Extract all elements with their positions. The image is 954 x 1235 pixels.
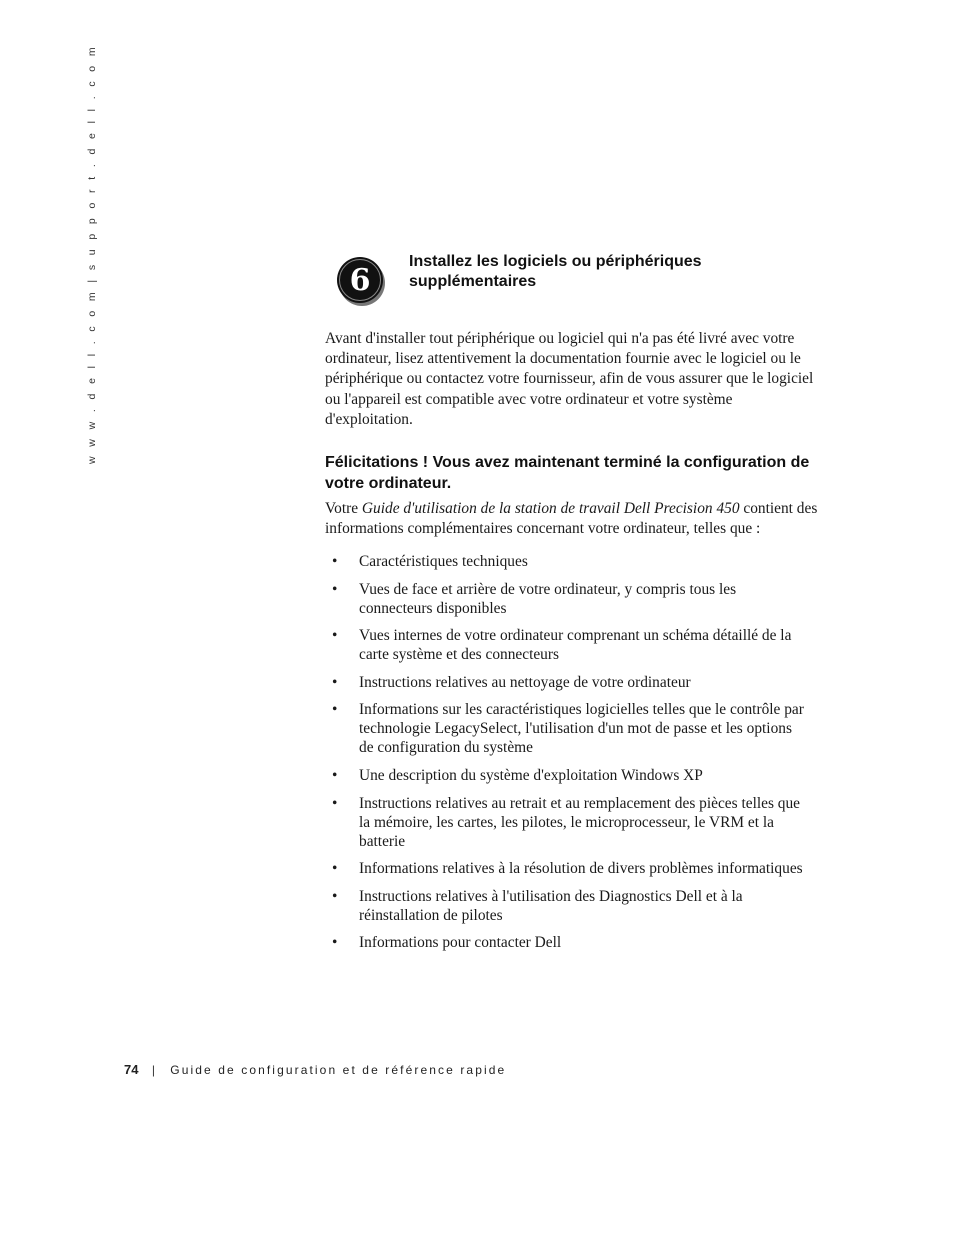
list-item-text: Caractéristiques techniques [359, 553, 528, 570]
step-number-badge [337, 257, 383, 303]
bullet: • [332, 673, 338, 691]
list-item [330, 887, 810, 925]
guide-intro-prefix: Votre [325, 500, 362, 517]
page-footer [124, 1062, 506, 1077]
bullet: • [332, 580, 338, 598]
list-item [330, 673, 810, 692]
list-item-text: Instructions relatives à l'utilisation des Diagnostics Dell et à la réinstallation de pilotes [359, 887, 743, 924]
intro-paragraph: Avant d'installer tout périphérique ou logiciel qui n'a pas été livré avec votre ordinateur, lisez attentivement la documentation fournie avec le logiciel ou le périphérique ou contactez votre fournisseur, afin de vous assurer que le logiciel ou l'appareil est compatible avec votre ordinateur et votre système d'exploitation. [325, 330, 814, 428]
list-item-text: Informations sur les caractéristiques logicielles telles que le contrôle par technologie LegacySelect, l'utilisation d'un mot de passe et les options de configuration du système [359, 701, 804, 757]
bullet: • [332, 627, 338, 645]
step-number: 6 [349, 263, 371, 298]
list-item [330, 552, 810, 571]
page-number: 74 [124, 1062, 139, 1077]
list-item [330, 766, 810, 785]
feature-list [330, 552, 810, 961]
list-item-text: Vues de face et arrière de votre ordinateur, y compris tous les connecteurs disponibles [359, 580, 737, 617]
list-item-text: Vues internes de votre ordinateur comprenant un schéma détaillé de la carte système et des connecteurs [359, 627, 792, 664]
list-item [330, 626, 810, 664]
bullet: • [332, 794, 338, 812]
bullet: • [332, 766, 338, 784]
guide-title: Guide d'utilisation de la station de travail Dell Precision 450 [361, 500, 740, 517]
guide-intro-suffix: contient des informations complémentaires concernant votre ordinateur, telles que : [325, 500, 818, 538]
bullet: • [332, 860, 338, 878]
list-item-text: Informations pour contacter Dell [359, 934, 562, 952]
list-item-text: Informations relatives à la résolution de divers problèmes informatiques [359, 860, 803, 878]
list-item [330, 700, 810, 757]
list-item [330, 933, 810, 952]
congrats-heading: Félicitations ! Vous avez maintenant terminé la configuration de votre ordinateur. [325, 454, 810, 492]
list-item [330, 859, 810, 878]
list-item [330, 794, 810, 851]
list-item [330, 580, 810, 618]
side-url: w w w . d e l l . c o m | s u p p o r t . d e l l . c o m [86, 43, 98, 464]
step-title: Installez les logiciels ou périphériques supplémentaires [409, 253, 702, 290]
list-item-text: Une description du système d'exploitation Windows XP [359, 766, 703, 784]
guide-intro-paragraph [325, 499, 820, 539]
footer-separator: | [151, 1063, 155, 1077]
bullet: • [332, 887, 338, 905]
bullet: • [332, 701, 338, 719]
footer-title: Guide de configuration et de référence rapide [170, 1063, 507, 1077]
bullet: • [332, 934, 338, 952]
list-item-text: Instructions relatives au retrait et au remplacement des pièces telles que la mémoire, les cartes, les pilotes, le microprocesseur, le VRM et la batterie [359, 794, 801, 850]
list-item-text: Instructions relatives au nettoyage de votre ordinateur [359, 673, 691, 691]
bullet: • [332, 553, 338, 570]
